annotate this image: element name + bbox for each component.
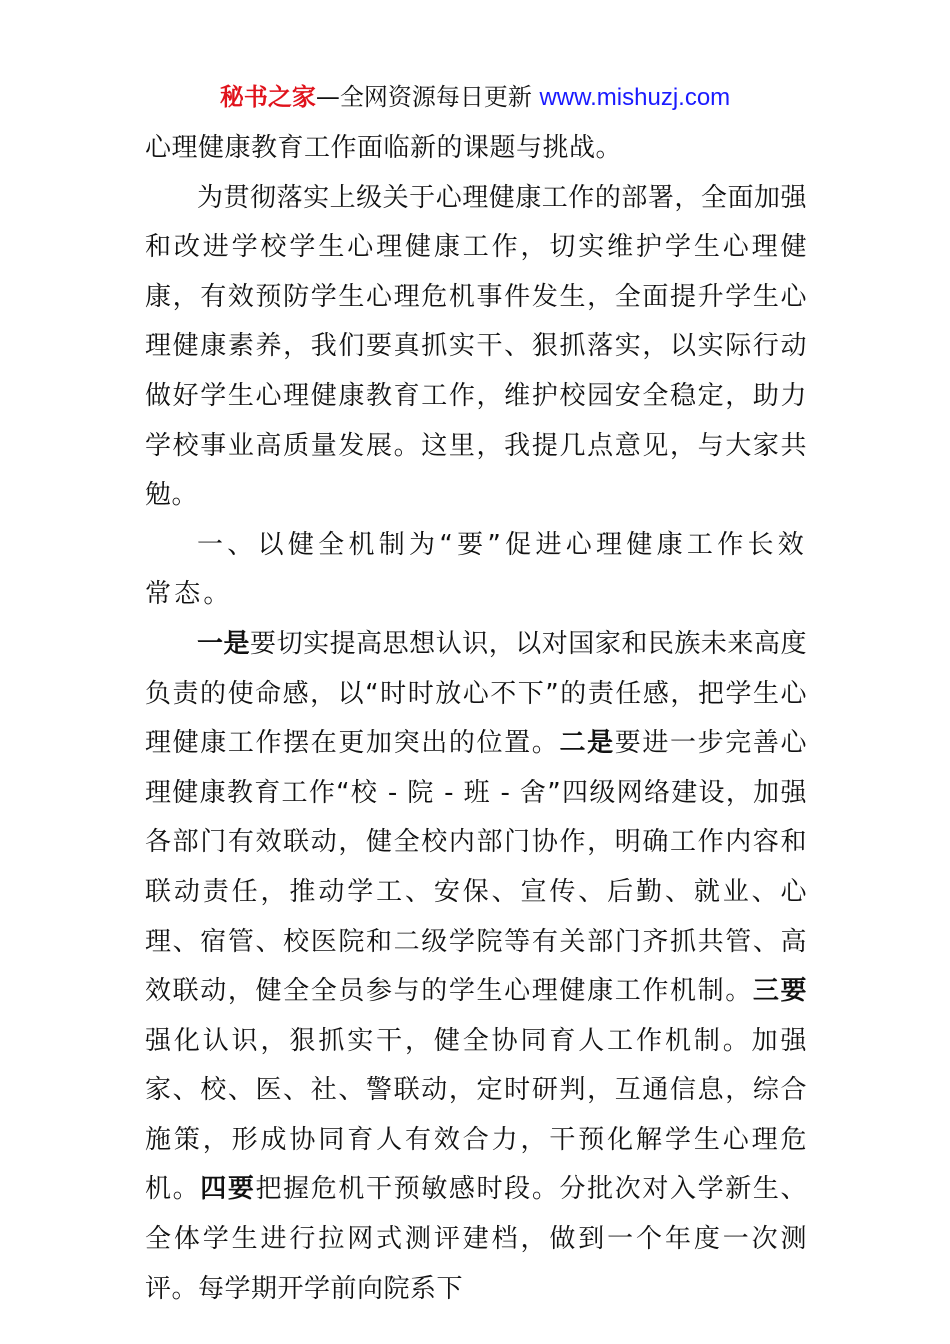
document-body: [145, 124, 807, 1314]
paragraph-continuation: 心理健康教育工作面临新的课题与挑战。: [145, 133, 623, 163]
measure-fourth-text: 把握危机干预敏感时段。分批次对入学新生、全体学生进行拉网式测评建档，做到一个年度一次测评。每学期开学前向院系下: [145, 1174, 807, 1304]
measure-first-text: 要切实提高思想认识，以对国家和民族未来高度负责的使命感，以“时时放心不下”的责任感，把学生心理健康工作摆在更加突出的位置。: [145, 628, 807, 759]
paragraph-measures: [145, 620, 807, 1314]
measure-third-text: 强化认识，狠抓实干，健全协同育人工作机制。加强家、校、医、社、警联动，定时研判，互通信息，综合施策，形成协同育人有效合力，干预化解学生心理危机。: [145, 1025, 807, 1205]
keyword-fourth: 四要: [200, 1174, 256, 1205]
site-url-link[interactable]: www.mishuzj.com: [539, 84, 731, 111]
measure-second-text: 要进一步完善心理健康教育工作“校 - 院 - 班 - 舍”四级网络建设，加强各部门有效联动，健全校内部门协作，明确工作内容和联动责任，推动学工、安保、宣传、后勤、就业、心理、宿管、校医院和二级学院等有关部门齐抓共管、高效联动，健全全员参与的学生心理健康工作机制。: [145, 728, 807, 1007]
keyword-second: 二是: [559, 728, 615, 759]
keyword-third: 三要: [752, 976, 807, 1007]
paragraph-intro: 为贯彻落实上级关于心理健康工作的部署，全面加强和改进学校学生心理健康工作，切实维护学生心理健康，有效预防学生心理危机事件发生，全面提升学生心理健康素养，我们要真抓实干、狠抓落实，以实际行动做好学生心理健康教育工作，维护校园安全稳定，助力学校事业高质量发展。这里，我提几点意见，与大家共勉。: [145, 182, 807, 511]
keyword-first: 一是: [197, 628, 251, 659]
brand-name: 秘书之家: [219, 83, 316, 111]
header-tagline: —全网资源每日更新: [315, 83, 540, 111]
section-heading: 一、以健全机制为“要”促进心理健康工作长效常态。: [145, 529, 807, 610]
site-header: [0, 80, 950, 115]
